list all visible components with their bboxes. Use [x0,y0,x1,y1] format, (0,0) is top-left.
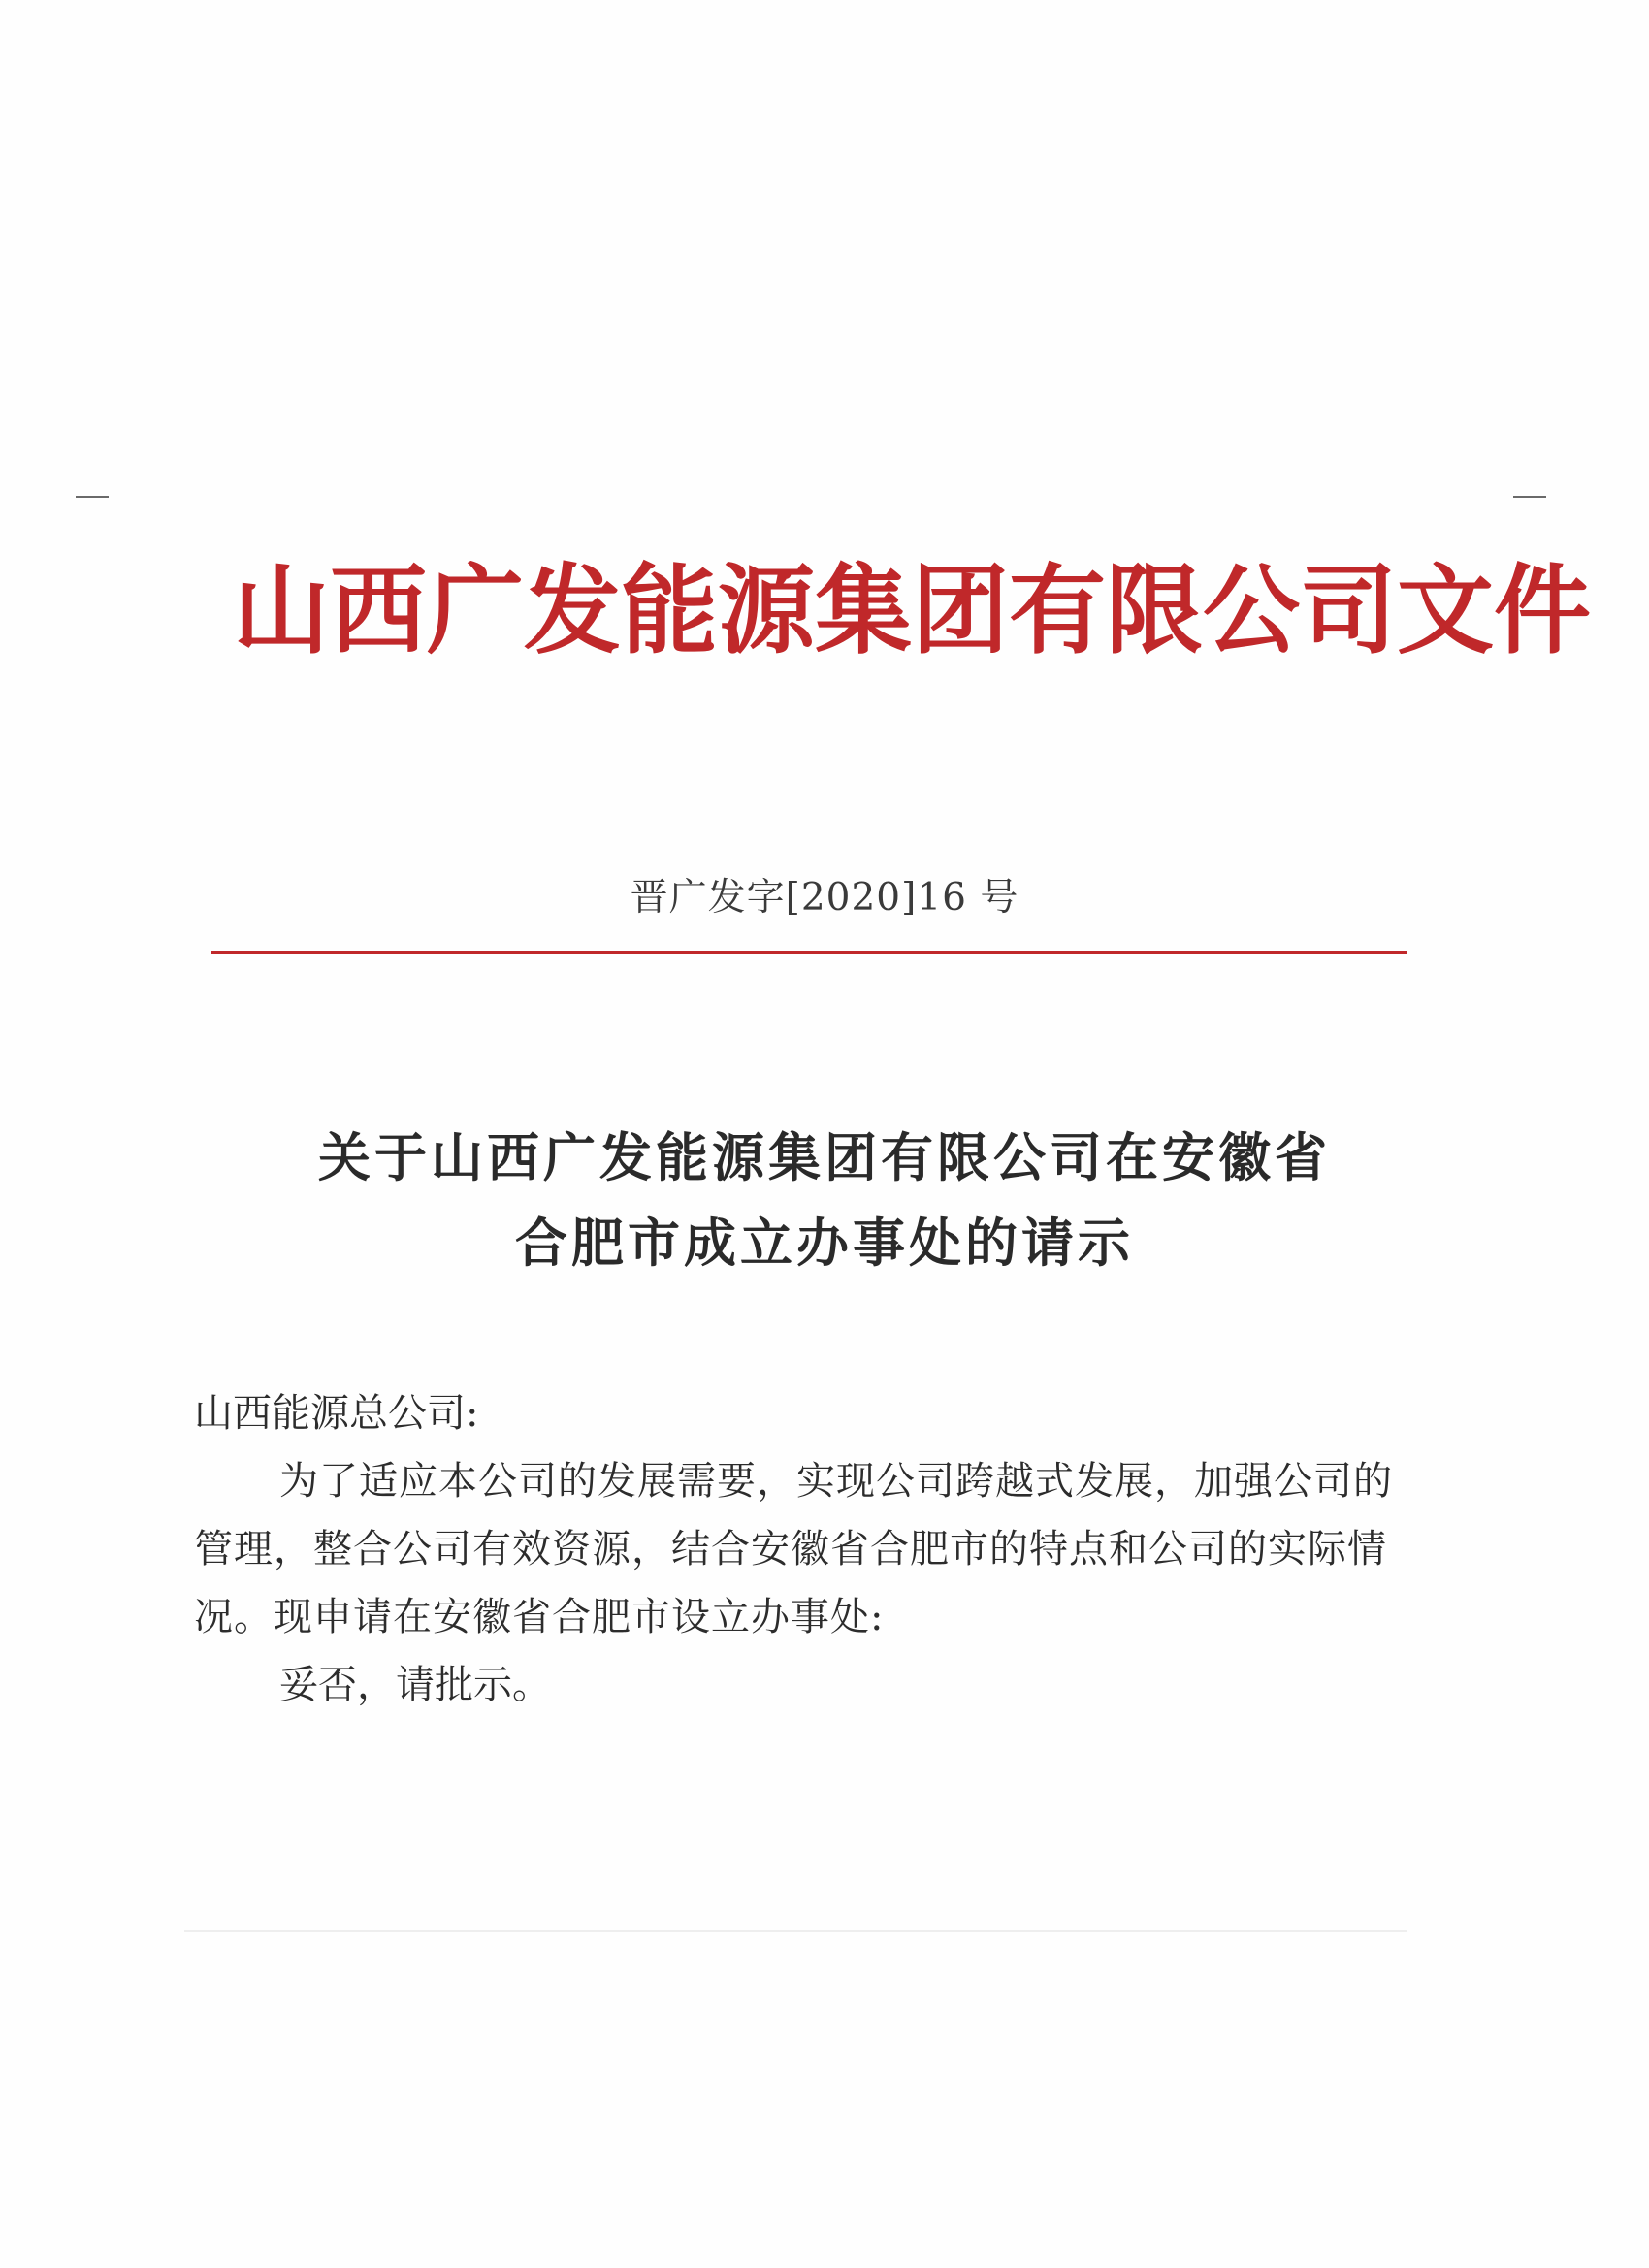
document-title [0,1116,1649,1286]
closing-line: 妥否，请批示。 [279,1663,551,1707]
body-paragraph: 为了适应本公司的发展需要，实现公司跨越式发展，加强公司的管理，整合公司有效资源，结合安徽省合肥市的特点和公司的实际情况。现申请在安徽省合肥市设立办事处: [194,1459,1393,1639]
document-number: 晋广发字[2020]16 号 [630,876,1019,920]
letterhead-title: 山西广发能源集团有限公司文件 [233,554,1591,667]
document-title-line-1: 关于山西广发能源集团有限公司在安徽省 [318,1127,1331,1188]
red-divider-line [211,951,1406,954]
bleed-through-line [184,1930,1406,1932]
document-body [194,1379,1406,1719]
salutation: 山西能源总公司: [194,1391,479,1436]
document-title-line-2: 合肥市成立办事处的请示 [515,1213,1134,1274]
left-fold-mark [76,496,109,498]
right-fold-mark [1513,496,1546,498]
